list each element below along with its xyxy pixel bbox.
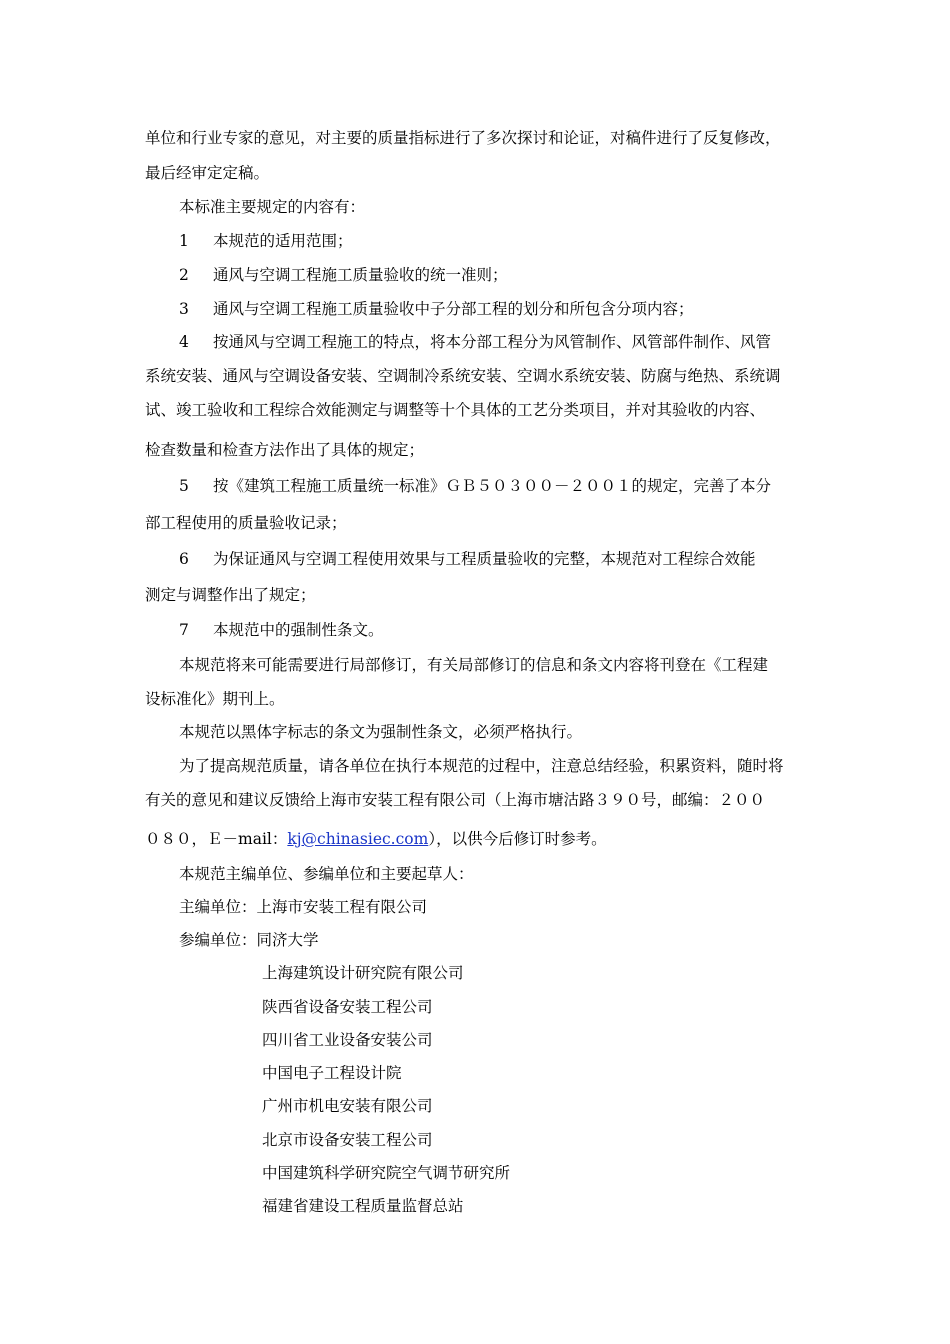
list-item-text: 按《建筑工程施工质量统一标准》ＧＢ５０３００－２００１的规定，完善了本分 — [213, 477, 772, 495]
list-item-number: 7 — [179, 621, 189, 639]
participating-unit: 北京市设备安装工程公司 — [262, 1131, 433, 1149]
contact-text: ０８０，Ｅ－mail： — [145, 830, 288, 848]
participating-unit: 四川省工业设备安装公司 — [262, 1031, 433, 1049]
paragraph-line: 系统安装、通风与空调设备安装、空调制冷系统安装、空调水系统安装、防腐与绝热、系统调 — [145, 367, 781, 385]
list-item-number: 5 — [179, 477, 189, 495]
participating-unit: 中国建筑科学研究院空气调节研究所 — [262, 1164, 511, 1182]
paragraph-line: 设标准化》期刊上。 — [145, 690, 285, 708]
paragraph-line: 本规范将来可能需要进行局部修订，有关局部修订的信息和条文内容将刊登在《工程建 — [179, 656, 769, 674]
list-item-text: 为保证通风与空调工程使用效果与工程质量验收的完整，本规范对工程综合效能 — [213, 550, 756, 568]
participating-unit: 广州市机电安装有限公司 — [262, 1097, 433, 1115]
list-item — [179, 299, 825, 319]
paragraph-line: 测定与调整作出了规定； — [145, 586, 316, 604]
email-link[interactable]: kj@chinasiec.com — [287, 830, 429, 848]
list-item — [179, 620, 825, 640]
participating-unit: 福建省建设工程质量监督总站 — [262, 1197, 464, 1215]
list-item-text: 通风与空调工程施工质量验收的统一准则； — [213, 266, 508, 284]
list-item-number: 1 — [179, 232, 189, 250]
paragraph-line — [145, 829, 825, 849]
paragraph-line: 本规范主编单位、参编单位和主要起草人： — [179, 865, 474, 883]
list-item-number: 2 — [179, 266, 189, 284]
contact-text: ），以供今后修订时参考。 — [428, 830, 607, 848]
paragraph-line: 部工程使用的质量验收记录； — [145, 514, 347, 532]
paragraph-line: 有关的意见和建议反馈给上海市安装工程有限公司（上海市塘沽路３９０号，邮编：２００ — [145, 791, 766, 809]
participating-unit: 中国电子工程设计院 — [262, 1064, 402, 1082]
paragraph-line: 本规范以黑体字标志的条文为强制性条文，必须严格执行。 — [179, 723, 583, 741]
list-item-text: 本规范中的强制性条文。 — [213, 621, 384, 639]
list-item-text: 按通风与空调工程施工的特点，将本分部工程分为风管制作、风管部件制作、风管 — [213, 333, 772, 351]
paragraph-line: 本标准主要规定的内容有： — [179, 198, 366, 216]
participating-unit: 陕西省设备安装工程公司 — [262, 998, 433, 1016]
list-item-text: 本规范的适用范围； — [213, 232, 353, 250]
participating-unit: 参编单位：同济大学 — [179, 931, 319, 949]
paragraph-line: 最后经审定定稿。 — [145, 164, 270, 182]
paragraph-line: 单位和行业专家的意见，对主要的质量指标进行了多次探讨和论证，对稿件进行了反复修改， — [145, 129, 781, 147]
list-item — [179, 265, 825, 285]
list-item-number: 4 — [179, 333, 189, 351]
list-item — [179, 476, 825, 496]
paragraph-line: 为了提高规范质量，请各单位在执行本规范的过程中，注意总结经验，积累资料，随时将 — [179, 757, 784, 775]
participating-unit: 上海建筑设计研究院有限公司 — [262, 964, 464, 982]
list-item — [179, 231, 825, 251]
list-item-number: 6 — [179, 550, 189, 568]
list-item-number: 3 — [179, 300, 189, 318]
list-item — [179, 332, 825, 352]
list-item — [179, 549, 825, 569]
chief-editor-unit: 主编单位：上海市安装工程有限公司 — [179, 898, 428, 916]
paragraph-line: 试、竣工验收和工程综合效能测定与调整等十个具体的工艺分类项目，并对其验收的内容、 — [145, 401, 766, 419]
paragraph-line: 检查数量和检查方法作出了具体的规定； — [145, 441, 425, 459]
list-item-text: 通风与空调工程施工质量验收中子分部工程的划分和所包含分项内容； — [213, 300, 694, 318]
